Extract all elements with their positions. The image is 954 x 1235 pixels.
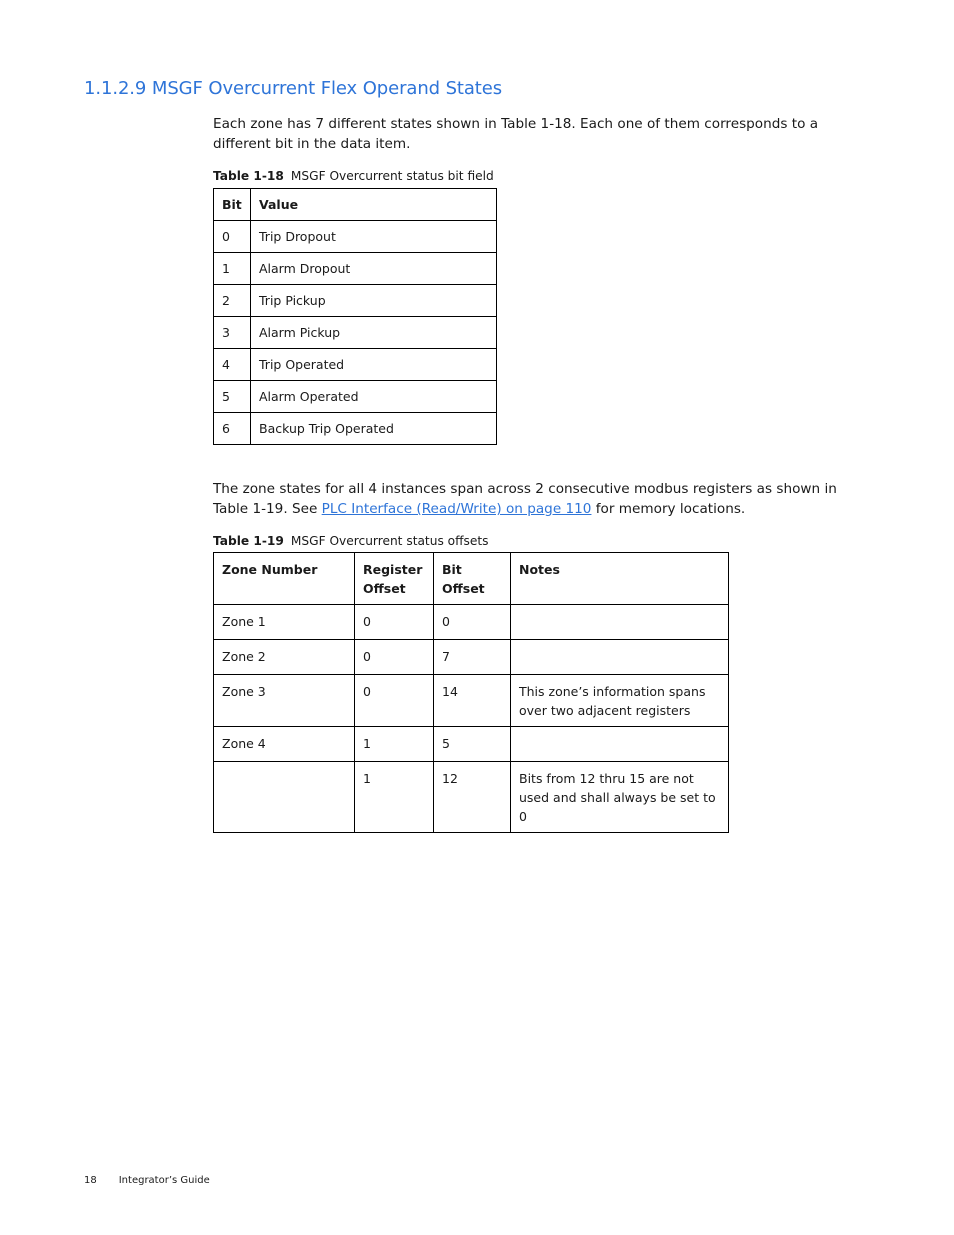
page-footer: [84, 1175, 210, 1186]
bit-cell: 2: [214, 285, 251, 317]
zone-cell: [214, 762, 355, 833]
table-18-title: MSGF Overcurrent status bit field: [290, 169, 494, 183]
notes-cell: This zone’s information spans over two adjacent registers: [511, 675, 729, 727]
bit-cell: 6: [214, 413, 251, 445]
notes-cell: [511, 640, 729, 675]
table-row: [214, 675, 729, 727]
table-19-title: MSGF Overcurrent status offsets: [290, 534, 489, 548]
page-number: 18: [84, 1175, 97, 1186]
bit-offset-cell: 14: [434, 675, 511, 727]
table-row: [214, 285, 497, 317]
zone-cell: Zone 4: [214, 727, 355, 762]
zone-cell: Zone 2: [214, 640, 355, 675]
table-19-caption: [213, 534, 489, 548]
table-header-row: [214, 189, 497, 221]
paragraph-text-after: for memory locations.: [591, 501, 746, 517]
value-cell: Alarm Operated: [251, 381, 497, 413]
header-bit-offset: Bit Offset: [434, 553, 511, 605]
table-row: [214, 221, 497, 253]
status-bit-field-table: [213, 188, 497, 445]
table-row: [214, 727, 729, 762]
zone-states-paragraph: [213, 479, 863, 519]
bit-cell: 4: [214, 349, 251, 381]
register-offset-cell: 1: [355, 762, 434, 833]
register-offset-cell: 0: [355, 605, 434, 640]
table-row: [214, 640, 729, 675]
header-notes: Notes: [511, 553, 729, 605]
header-zone-number: Zone Number: [214, 553, 355, 605]
header-value: Value: [251, 189, 497, 221]
table-row: [214, 762, 729, 833]
table-row: [214, 317, 497, 349]
value-cell: Alarm Pickup: [251, 317, 497, 349]
notes-cell: [511, 727, 729, 762]
zone-cell: Zone 1: [214, 605, 355, 640]
register-offset-cell: 0: [355, 640, 434, 675]
value-cell: Trip Pickup: [251, 285, 497, 317]
value-cell: Trip Dropout: [251, 221, 497, 253]
header-register-offset: Register Offset: [355, 553, 434, 605]
table-18-caption: [213, 169, 494, 183]
bit-cell: 5: [214, 381, 251, 413]
intro-paragraph: Each zone has 7 different states shown in Table 1-18. Each one of them corresponds to a different bit in the data item.: [213, 116, 819, 152]
header-bit: Bit: [214, 189, 251, 221]
bit-offset-cell: 7: [434, 640, 511, 675]
value-cell: Trip Operated: [251, 349, 497, 381]
value-cell: Alarm Dropout: [251, 253, 497, 285]
notes-cell: Bits from 12 thru 15 are not used and shall always be set to 0: [511, 762, 729, 833]
table-row: [214, 253, 497, 285]
register-offset-cell: 0: [355, 675, 434, 727]
table-header-row: [214, 553, 729, 605]
table-row: [214, 413, 497, 445]
status-offsets-table: [213, 552, 729, 833]
zone-cell: Zone 3: [214, 675, 355, 727]
bit-cell: 1: [214, 253, 251, 285]
table-18-label: Table 1-18: [213, 169, 284, 183]
plc-interface-link[interactable]: PLC Interface (Read/Write) on page 110: [321, 501, 592, 517]
table-19-label: Table 1-19: [213, 534, 284, 548]
bit-offset-cell: 12: [434, 762, 511, 833]
bit-cell: 3: [214, 317, 251, 349]
section-heading: 1.1.2.9 MSGF Overcurrent Flex Operand States: [84, 78, 502, 99]
guide-title: Integrator’s Guide: [118, 1175, 210, 1186]
table-row: [214, 349, 497, 381]
register-offset-cell: 1: [355, 727, 434, 762]
bit-offset-cell: 0: [434, 605, 511, 640]
table-row: [214, 605, 729, 640]
table-row: [214, 381, 497, 413]
notes-cell: [511, 605, 729, 640]
value-cell: Backup Trip Operated: [251, 413, 497, 445]
bit-cell: 0: [214, 221, 251, 253]
paragraph-text-before: The zone states for all 4 instances span across 2 consecutive modbus registers as shown in Table 1-19. See: [213, 481, 837, 517]
bit-offset-cell: 5: [434, 727, 511, 762]
